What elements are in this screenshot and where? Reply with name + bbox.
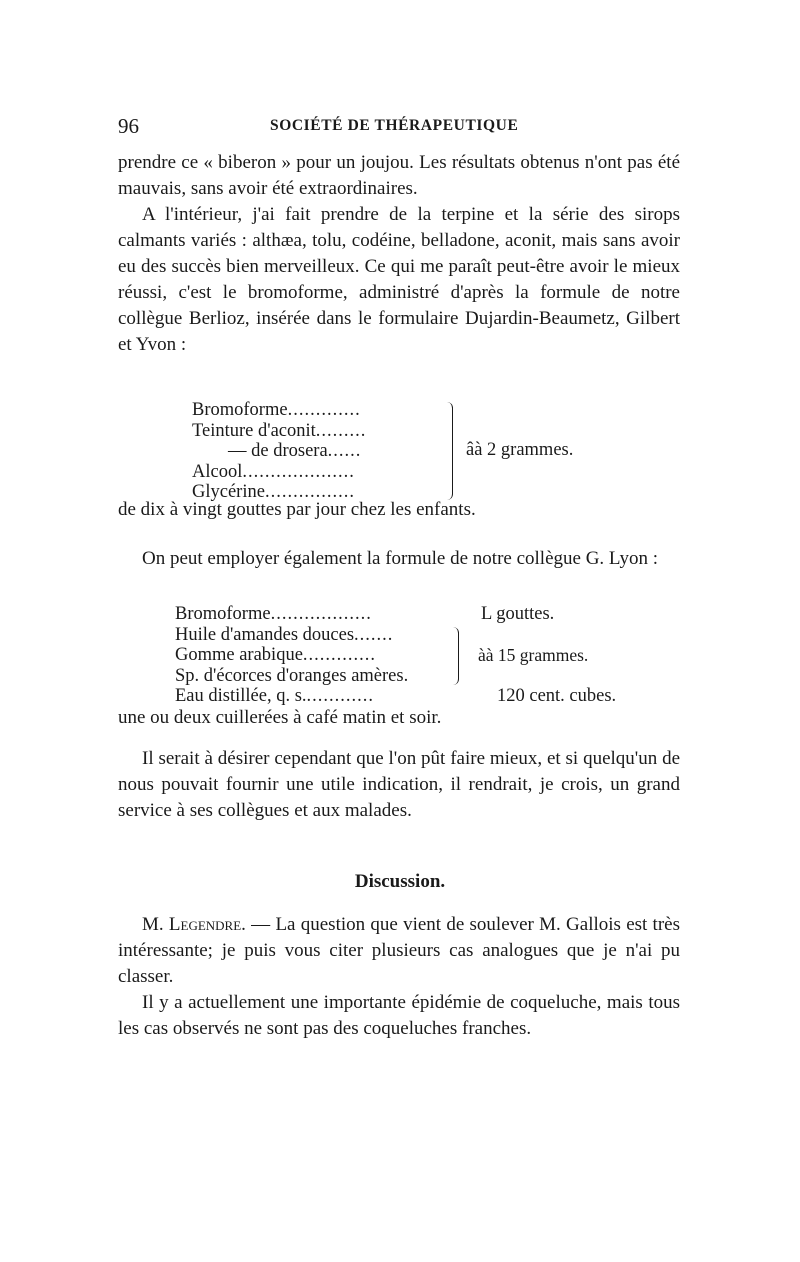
formula-item: Glycérine................ — [192, 482, 355, 502]
formula-item: Alcool.................... — [192, 461, 355, 482]
formula-brace — [452, 627, 459, 685]
text-block-1 — [118, 150, 680, 358]
discussion-heading: Discussion. — [354, 871, 446, 892]
formula-item: — de drosera...... — [228, 441, 362, 461]
paragraph-3: de dix à vingt gouttes par jour chez les enfants. — [118, 499, 476, 520]
formula-item: Teinture d'aconit......... — [192, 420, 367, 441]
formula-item: Bromoforme............. — [192, 400, 361, 420]
paragraph-4: On peut employer également la formule de notre collègue G. Lyon : — [142, 548, 658, 569]
text-block-4 — [118, 705, 680, 731]
paragraph-1: prendre ce « biberon » pour un joujou. Les résultats obtenus n'ont pas été mauvais, sans avoir été extraordinaires. — [118, 152, 680, 199]
formula-berlioz — [192, 400, 366, 503]
text-block-2 — [118, 497, 680, 523]
formula-item: Huile d'amandes douces....... — [175, 624, 394, 645]
formula-lyon — [175, 604, 408, 707]
speaker-name: M. Legendre. — [142, 914, 246, 935]
paragraph-7: M. Legendre. — La question que vient de soulever M. Gallois est très intéressante; je puis vous citer plusieurs cas analogues que je n'ai pu classer. — [118, 914, 680, 987]
paragraph-2: A l'intérieur, j'ai fait prendre de la terpine et la série des sirops calmants variés : althæa, tolu, codéine, belladone, aconit, mais sans avoir eu des succès bien merveilleux. Ce qui me paraît peut-être avoir le mieux réussi, c'est le bromoforme, administré d'après la formule de notre collègue Berlioz, insérée dans le formulaire Dujardin-Beaumetz, Gilbert et Yvon : — [118, 204, 680, 355]
paragraph-5: une ou deux cuillerées à café matin et soir. — [118, 707, 442, 728]
formula-dose: àà 15 grammes. — [478, 645, 589, 665]
paragraph-8: Il y a actuellement une importante épidémie de coqueluche, mais tous les cas observés ne sont pas des coqueluches franches. — [118, 992, 680, 1039]
formula-item: Eau distillée, q. s............. — [175, 686, 375, 706]
page-number: 96 — [118, 114, 139, 138]
text-block-3 — [118, 546, 680, 572]
text-block-5 — [118, 746, 680, 824]
formula-brace — [446, 402, 453, 500]
formula-item: Gomme arabique............. — [175, 645, 377, 665]
text-block-6 — [118, 912, 680, 1042]
formula-dose: L gouttes. — [481, 604, 555, 624]
formula-item: Sp. d'écorces d'oranges amères. — [175, 665, 409, 686]
formula-item: Bromoforme.................. — [175, 604, 372, 624]
running-head: SOCIÉTÉ DE THÉRAPEUTIQUE — [270, 117, 519, 134]
formula-dose: 120 cent. cubes. — [497, 686, 617, 706]
paragraph-6: Il serait à désirer cependant que l'on pût faire mieux, et si quelqu'un de nous pouvait fournir une utile indication, il rendrait, je crois, un grand service à ses collègues et aux malades. — [118, 748, 680, 821]
page-header — [118, 114, 680, 138]
formula-dose: âà 2 grammes. — [466, 440, 574, 460]
